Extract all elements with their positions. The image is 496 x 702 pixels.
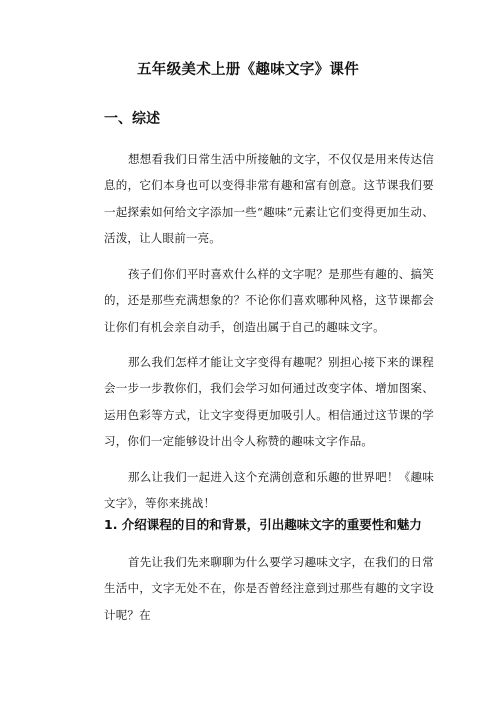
paragraph-intro: 想想看我们日常生活中所接触的文字，不仅仅是用来传达信息的，它们本身也可以变得非常有趣和富有创意。这节课我们要一起探索如何给文字添加一些“趣味”元素让它们变得更加生动、活泼，让人眼前一亮。: [104, 152, 434, 245]
paragraph-preferences: 孩子们你们平时喜欢什么样的文字呢？是那些有趣的、搞笑的，还是那些充满想象的？不论你们喜欢哪种风格，这节课都会让你们有机会亲自动手，创造出属于自己的趣味文字。: [104, 267, 434, 334]
paragraph-invitation: 那么让我们一起进入这个充满创意和乐趣的世界吧！《趣味文字》，等你来挑战！: [104, 470, 434, 511]
paragraph-methods: 那么我们怎样才能让文字变得有趣呢？别担心接下来的课程会一步一步教你们，我们会学习如何通过改变字体、增加图案、运用色彩等方式，让文字变得更加吸引人。相信通过这节课的学习，你们一定能够设计出令人称赞的趣味文字作品。: [104, 355, 434, 448]
document-title: 五年级美术上册《趣味文字》课件: [137, 62, 359, 78]
section-heading: 一、综述: [104, 111, 160, 127]
paragraph-purpose: 首先让我们先来聊聊为什么要学习趣味文字，在我们的日常生活中，文字无处不在，你是否曾经注意到过那些有趣的文字设计呢？在: [104, 555, 434, 622]
subsection-heading: 1. 介绍课程的目的和背景，引出趣味文字的重要性和魅力: [104, 517, 422, 532]
